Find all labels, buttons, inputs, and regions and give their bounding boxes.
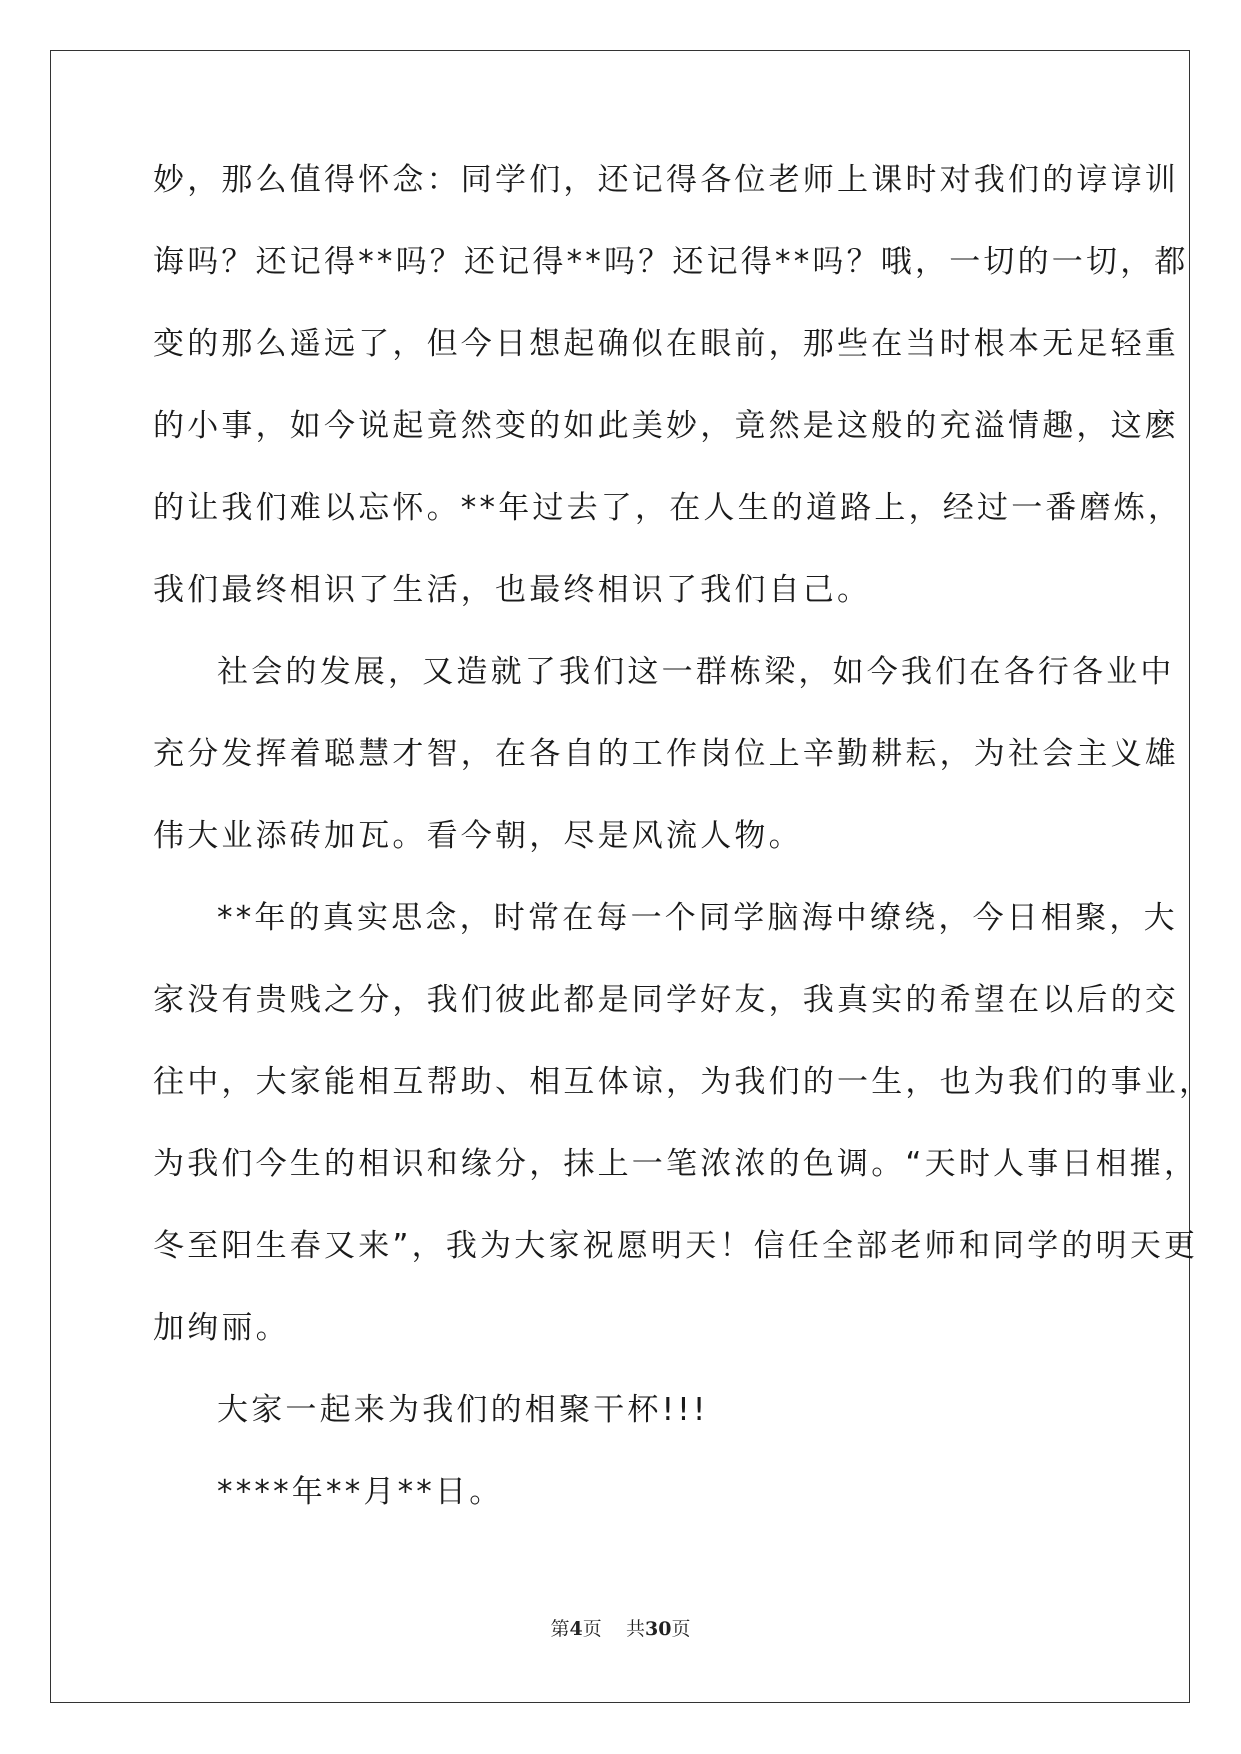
footer-total-prefix: 共 <box>625 1618 645 1640</box>
date-line: ****年**月**日。 <box>217 1474 504 1510</box>
text-line: 往中，大家能相互帮助、相互体谅，为我们的一生，也为我们的事业， <box>153 1064 1214 1100</box>
text-line: 妙，那么值得怀念：同学们，还记得各位老师上课时对我们的谆谆训 <box>153 162 1179 198</box>
text-line: 为我们今生的相识和缘分，抹上一笔浓浓的色调。“天时人事日相摧， <box>153 1146 1199 1182</box>
text-line: 加绚丽。 <box>153 1310 290 1346</box>
text-line: 的小事，如今说起竟然变的如此美妙，竟然是这般的充溢情趣，这麽 <box>153 408 1179 444</box>
text-line: 家没有贵贱之分，我们彼此都是同学好友，我真实的希望在以后的交 <box>153 982 1179 1018</box>
text-line: 诲吗？还记得**吗？还记得**吗？还记得**吗？哦，一切的一切，都 <box>153 244 1189 280</box>
text-line: 的让我们难以忘怀。**年过去了，在人生的道路上，经过一番磨炼， <box>153 490 1183 526</box>
footer-prefix: 第 <box>550 1618 570 1640</box>
page-footer <box>0 1614 1241 1641</box>
text-line: 伟大业添砖加瓦。看今朝，尽是风流人物。 <box>153 818 803 854</box>
text-line: 冬至阳生春又来”，我为大家祝愿明天！信任全部老师和同学的明天更 <box>153 1228 1199 1264</box>
current-page-number: 4 <box>569 1618 583 1640</box>
text-line: 变的那么遥远了，但今日想起确似在眼前，那些在当时根本无足轻重 <box>153 326 1179 362</box>
document-body <box>153 155 1214 1549</box>
paragraph-start-line: **年的真实思念，时常在每一个同学脑海中缭绕，今日相聚，大 <box>217 900 1178 936</box>
paragraph-start-line: 社会的发展，又造就了我们这一群栋梁，如今我们在各行各业中 <box>217 654 1175 690</box>
text-line: 充分发挥着聪慧才智，在各自的工作岗位上辛勤耕耘，为社会主义雄 <box>153 736 1179 772</box>
total-page-count: 30 <box>644 1618 672 1640</box>
toast-line: 大家一起来为我们的相聚干杯!!! <box>217 1392 709 1428</box>
text-line: 我们最终相识了生活，也最终相识了我们自己。 <box>153 572 872 608</box>
footer-total-suffix: 页 <box>671 1618 691 1640</box>
footer-page-suffix: 页 <box>582 1618 602 1640</box>
